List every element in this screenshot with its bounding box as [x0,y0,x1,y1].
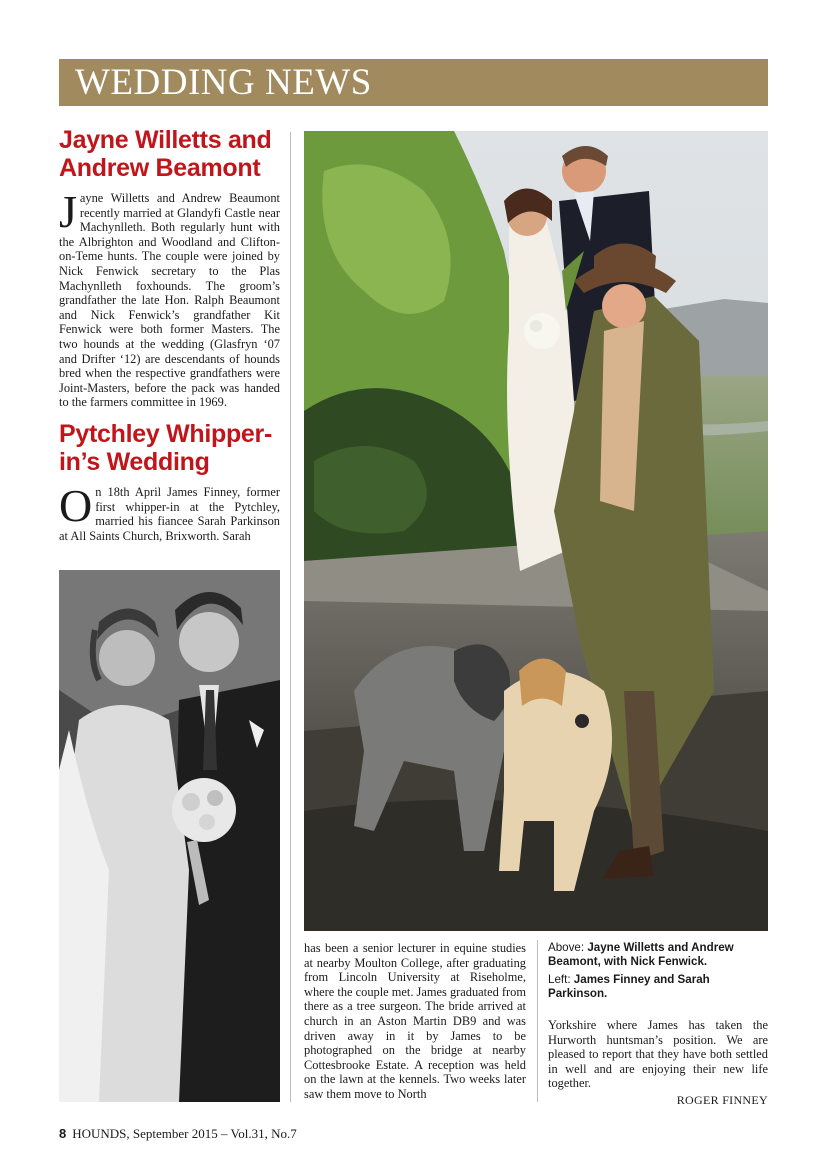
byline: ROGER FINNEY [676,1092,768,1107]
article1-dropcap: J [59,186,77,237]
caption-above-text: Jayne Willetts and Andrew Beamont, with Nick Fenwick. [548,941,734,968]
article2-body-end: Yorkshire where James has taken the Hurworth huntsman’s position. We are pleased to report that they have both settled in well and are enjoying their new life together. [548,1018,768,1091]
caption-above-label: Above: [548,941,585,954]
caption-left [548,973,768,1000]
wedding-photo-left [59,570,280,1102]
caption-above [548,941,768,968]
article1-body [59,186,280,410]
middle-column [304,941,526,1102]
page-footer [59,1126,297,1142]
article2-dropcap: O [59,479,93,531]
article2-text-start: n 18th April James Finney, former first whipper-in at the Pytchley, married his fiancee Sarah Parkinson at All Saints Church, Brixworth. Sarah [59,484,280,543]
left-column [59,126,280,543]
wedding-photo-left-image [59,570,280,1102]
section-banner [59,59,768,106]
article2-body-mid: has been a senior lecturer in equine studies at nearby Moulton College, after graduating from Lincoln University at Riseholme, where the couple met. James graduated from there as a tree surgeon. The bride arrived at church in an Aston Martin DB9 and was driven away in it by James to be photographed on the bridge at nearby Cottesbrooke Estate. A reception was held on the lawn at the kennels. Two weeks later saw them move to North [304,941,526,1101]
column-divider-lower [537,940,538,1102]
right-column [548,941,768,1108]
section-title: WEDDING NEWS [75,62,372,103]
publication-info: HOUNDS, September 2015 – Vol.31, No.7 [72,1126,297,1141]
column-divider [290,132,291,1102]
article2-body-start [59,479,280,543]
caption-left-label: Left: [548,973,571,986]
caption-left-text: James Finney and Sarah Parkinson. [548,973,710,1000]
wedding-photo-main-image [304,131,768,931]
article2-headline: Pytchley Whipper-in’s Wedding [59,419,272,476]
page-number: 8 [59,1126,67,1141]
wedding-photo-main [304,131,768,931]
article1-headline: Jayne Willetts and Andrew Beamont [59,126,272,182]
article1-text: ayne Willetts and Andrew Beaumont recently married at Glandyfi Castle near Machynlleth. Both regularly hunt with the Albrighton and Woodland and Clifton-on-Teme hunts. The couple were joined by Nick Fenwick secretary to the Plas Machynlleth foxhounds. The groom’s grandfather the late Hon. Ralph Beaumont and Nick Fenwick’s grandfather Kit Fenwick were both former Masters. The two hounds at the wedding (Glasfryn ‘07 and Drifter ‘12) are descendants of hounds bred when the respective grandfathers were Joint-Masters, before the pack was handed to the farmers committee in 1969. [59,191,280,410]
